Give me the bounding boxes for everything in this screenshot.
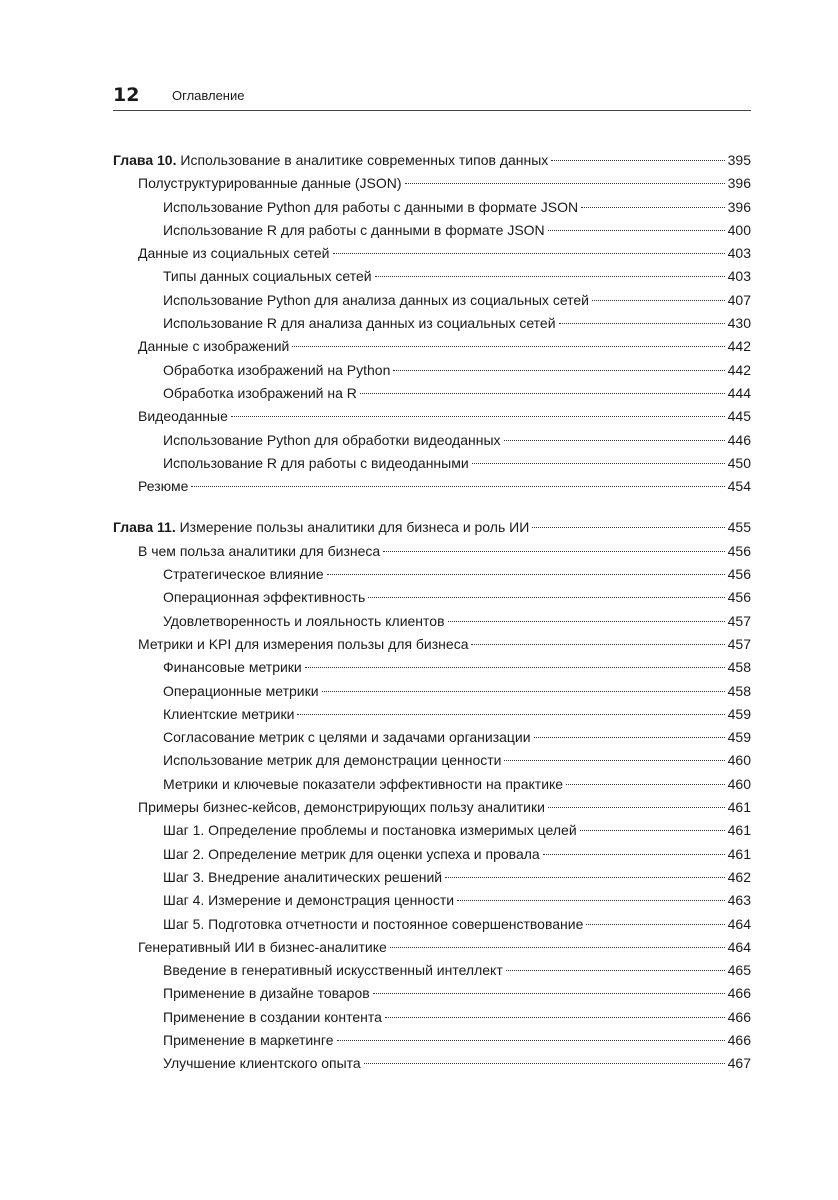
toc-leader-dots — [559, 323, 725, 324]
toc-chapter-title-text: Использование в аналитике современных типов данных — [180, 152, 549, 168]
header-rule — [113, 110, 751, 111]
toc-chapter — [113, 149, 751, 498]
toc-entry-label: Использование R для анализа данных из социальных сетей — [163, 315, 556, 332]
toc-entry-label: В чем польза аналитики для бизнеса — [138, 542, 381, 559]
toc-entry[interactable] — [113, 796, 751, 819]
toc-leader-dots — [506, 970, 725, 971]
toc-page-number: 466 — [727, 1008, 751, 1025]
toc-entry-label: Метрики и KPI для измерения пользы для бизнеса — [138, 635, 469, 652]
toc-entry[interactable] — [113, 1029, 751, 1052]
toc-entry[interactable] — [113, 289, 751, 312]
toc-leader-dots — [592, 300, 725, 301]
toc-entry[interactable] — [113, 405, 751, 428]
toc-leader-dots — [445, 877, 725, 878]
toc-entry[interactable] — [113, 843, 751, 866]
toc-page-number: 396 — [727, 198, 751, 215]
toc-page-number: 461 — [727, 799, 751, 816]
toc-page-number: 455 — [727, 519, 751, 536]
toc-entry-label: Операционная эффективность — [163, 589, 366, 606]
toc-entry-label: Использование R для работы с видеоданными — [163, 454, 469, 471]
toc-page-number: 466 — [727, 985, 751, 1002]
toc-chapter-title — [113, 516, 529, 539]
toc-leader-dots — [360, 393, 725, 394]
toc-page-number: 464 — [727, 938, 751, 955]
toc-leader-dots — [448, 621, 725, 622]
toc-leader-dots — [457, 900, 725, 901]
toc-page-number: 403 — [727, 268, 751, 285]
toc-entry-label: Удовлетворенность и лояльность клиентов — [163, 612, 445, 629]
toc-leader-dots — [581, 207, 725, 208]
toc-entry[interactable] — [113, 312, 751, 335]
toc-leader-dots — [405, 183, 725, 184]
toc-leader-dots — [390, 947, 725, 948]
toc-page-number: 458 — [727, 659, 751, 676]
toc-leader-dots — [385, 1017, 725, 1018]
toc-leader-dots — [383, 551, 724, 552]
toc-leader-dots — [305, 667, 725, 668]
toc-entry-label: Шаг 1. Определение проблемы и постановка измеримых целей — [163, 822, 577, 839]
toc-entry-label: Обработка изображений на R — [163, 384, 357, 401]
toc-entry-label: Резюме — [138, 478, 189, 495]
toc-leader-dots — [586, 924, 724, 925]
toc-entry-label: Операционные метрики — [163, 682, 319, 699]
toc-entry-label: Стратегическое влияние — [163, 566, 324, 583]
toc-page-number: 442 — [727, 338, 751, 355]
toc-leader-dots — [504, 440, 725, 441]
toc-entry[interactable] — [113, 680, 751, 703]
toc-entry-label: Шаг 3. Внедрение аналитических решений — [163, 868, 443, 885]
toc-page-number: 446 — [727, 431, 751, 448]
toc-page-number: 457 — [727, 612, 751, 629]
toc-entry[interactable] — [113, 633, 751, 656]
toc-page-number: 461 — [727, 822, 751, 839]
toc-entry-label: Использование Python для анализа данных из социальных сетей — [163, 291, 589, 308]
toc-entry[interactable] — [113, 773, 751, 796]
toc-entry-label: Применение в маркетинге — [163, 1031, 334, 1048]
toc-entry[interactable] — [113, 703, 751, 726]
toc-entry[interactable] — [113, 335, 751, 358]
toc-entry[interactable] — [113, 982, 751, 1005]
toc-entry[interactable] — [113, 726, 751, 749]
toc-entry-label: Видеоданные — [138, 408, 228, 425]
toc-chapter — [113, 516, 751, 1075]
toc-chapter-heading[interactable] — [113, 516, 751, 539]
toc-entry-label: Данные с изображений — [138, 338, 290, 355]
toc-entry-label: Генеративный ИИ в бизнес-аналитике — [138, 938, 387, 955]
toc-entry-label: Использование Python для обработки видеоданных — [163, 431, 501, 448]
toc-entry[interactable] — [113, 656, 751, 679]
toc-entry-label: Использование R для работы с данными в формате JSON — [163, 221, 545, 238]
toc-leader-dots — [373, 993, 725, 994]
toc-entry-label: Финансовые метрики — [163, 659, 302, 676]
toc-leader-dots — [364, 1063, 725, 1064]
toc-entry[interactable] — [113, 889, 751, 912]
toc-leader-dots — [297, 714, 724, 715]
toc-page-number: 461 — [727, 845, 751, 862]
toc-leader-dots — [580, 830, 725, 831]
toc-page-number: 430 — [727, 315, 751, 332]
toc-page-number: 465 — [727, 962, 751, 979]
toc-page-number: 454 — [727, 478, 751, 495]
toc-leader-dots — [333, 253, 725, 254]
toc-entry-label: Шаг 4. Измерение и демонстрация ценности — [163, 892, 455, 909]
toc-page-number: 464 — [727, 915, 751, 932]
toc-chapter-heading[interactable] — [113, 149, 751, 172]
toc-entry-label: Улучшение клиентского опыта — [163, 1055, 361, 1072]
toc-entry[interactable] — [113, 749, 751, 772]
toc-entry[interactable] — [113, 610, 751, 633]
toc-entry[interactable] — [113, 936, 751, 959]
toc-entry[interactable] — [113, 540, 751, 563]
toc-page-number: 456 — [727, 542, 751, 559]
toc-entry-label: Согласование метрик с целями и задачами организации — [163, 729, 531, 746]
toc-entry[interactable] — [113, 196, 751, 219]
toc-page-number: 400 — [727, 221, 751, 238]
toc-page-number: 456 — [727, 589, 751, 606]
toc-page-number: 445 — [727, 408, 751, 425]
toc-entry[interactable] — [113, 913, 751, 936]
toc-entry[interactable] — [113, 959, 751, 982]
toc-entry[interactable] — [113, 819, 751, 842]
toc-entry[interactable] — [113, 452, 751, 475]
toc-page-number: 442 — [727, 361, 751, 378]
toc-entry-label: Использование метрик для демонстрации ценности — [163, 752, 502, 769]
toc-page-number: 403 — [727, 245, 751, 262]
toc-entry-label: Применение в дизайне товаров — [163, 985, 370, 1002]
toc-chapter-prefix: Глава 11. — [113, 519, 176, 536]
toc-leader-dots — [327, 574, 725, 575]
toc-entry-label: Шаг 2. Определение метрик для оценки успеха и провала — [163, 845, 540, 862]
toc-page-number: 450 — [727, 454, 751, 471]
toc-entry[interactable] — [113, 1006, 751, 1029]
toc-page-number: 467 — [727, 1055, 751, 1072]
toc-leader-dots — [472, 463, 725, 464]
toc-page-number: 444 — [727, 384, 751, 401]
toc-page-number: 458 — [727, 682, 751, 699]
toc-entry[interactable] — [113, 265, 751, 288]
toc-entry[interactable] — [113, 1052, 751, 1075]
toc-leader-dots — [471, 644, 724, 645]
page-header — [113, 82, 751, 112]
toc-entry-label: Полуструктурированные данные (JSON) — [138, 175, 402, 192]
toc-leader-dots — [532, 527, 724, 528]
toc-entry[interactable] — [113, 563, 751, 586]
toc-entry-label: Примеры бизнес-кейсов, демонстрирующих пользу аналитики — [138, 799, 545, 816]
toc-entry-label: Данные из социальных сетей — [138, 245, 330, 262]
toc-entry-label: Введение в генеративный искусственный интеллект — [163, 962, 503, 979]
toc-entry[interactable] — [113, 866, 751, 889]
table-of-contents — [113, 149, 751, 1094]
toc-leader-dots — [292, 346, 724, 347]
toc-leader-dots — [337, 1040, 725, 1041]
toc-page-number: 459 — [727, 729, 751, 746]
toc-page-number: 460 — [727, 775, 751, 792]
toc-leader-dots — [534, 737, 725, 738]
toc-entry-label: Метрики и ключевые показатели эффективности на практике — [163, 775, 564, 792]
toc-entry-label: Типы данных социальных сетей — [163, 268, 372, 285]
toc-page-number: 463 — [727, 892, 751, 909]
toc-page-number: 459 — [727, 705, 751, 722]
running-title: Оглавление — [172, 88, 245, 103]
toc-entry-label: Применение в создании контента — [163, 1008, 382, 1025]
toc-entry[interactable] — [113, 172, 751, 195]
toc-page-number: 456 — [727, 566, 751, 583]
toc-entry[interactable] — [113, 475, 751, 498]
toc-leader-dots — [322, 691, 725, 692]
toc-chapter-title — [113, 149, 548, 172]
toc-leader-dots — [393, 370, 724, 371]
toc-entry-label: Использование Python для работы с данными в формате JSON — [163, 198, 579, 215]
toc-leader-dots — [368, 597, 724, 598]
toc-entry-label: Клиентские метрики — [163, 705, 295, 722]
toc-leader-dots — [543, 854, 725, 855]
toc-page-number: 407 — [727, 291, 751, 308]
page-number: 12 — [113, 84, 140, 106]
toc-leader-dots — [231, 416, 725, 417]
toc-page-number: 460 — [727, 752, 751, 769]
toc-page-number: 395 — [727, 152, 751, 168]
toc-leader-dots — [566, 784, 725, 785]
toc-entry[interactable] — [113, 429, 751, 452]
toc-chapter-title-text: Измерение пользы аналитики для бизнеса и роль ИИ — [179, 519, 530, 536]
toc-leader-dots — [548, 230, 725, 231]
toc-page-number: 462 — [727, 868, 751, 885]
toc-entry[interactable] — [113, 242, 751, 265]
toc-entry-label: Обработка изображений на Python — [163, 361, 391, 378]
toc-chapter-prefix: Глава 10. — [113, 152, 177, 168]
toc-leader-dots — [191, 486, 724, 487]
toc-page-number: 457 — [727, 635, 751, 652]
toc-page-number: 396 — [727, 175, 751, 192]
toc-entry[interactable] — [113, 359, 751, 382]
toc-leader-dots — [551, 160, 724, 161]
toc-page-number: 466 — [727, 1031, 751, 1048]
toc-leader-dots — [375, 276, 725, 277]
toc-entry-label: Шаг 5. Подготовка отчетности и постоянное совершенствование — [163, 915, 584, 932]
toc-entry[interactable] — [113, 586, 751, 609]
toc-leader-dots — [504, 760, 724, 761]
toc-entry[interactable] — [113, 219, 751, 242]
toc-leader-dots — [548, 807, 725, 808]
toc-entry[interactable] — [113, 382, 751, 405]
